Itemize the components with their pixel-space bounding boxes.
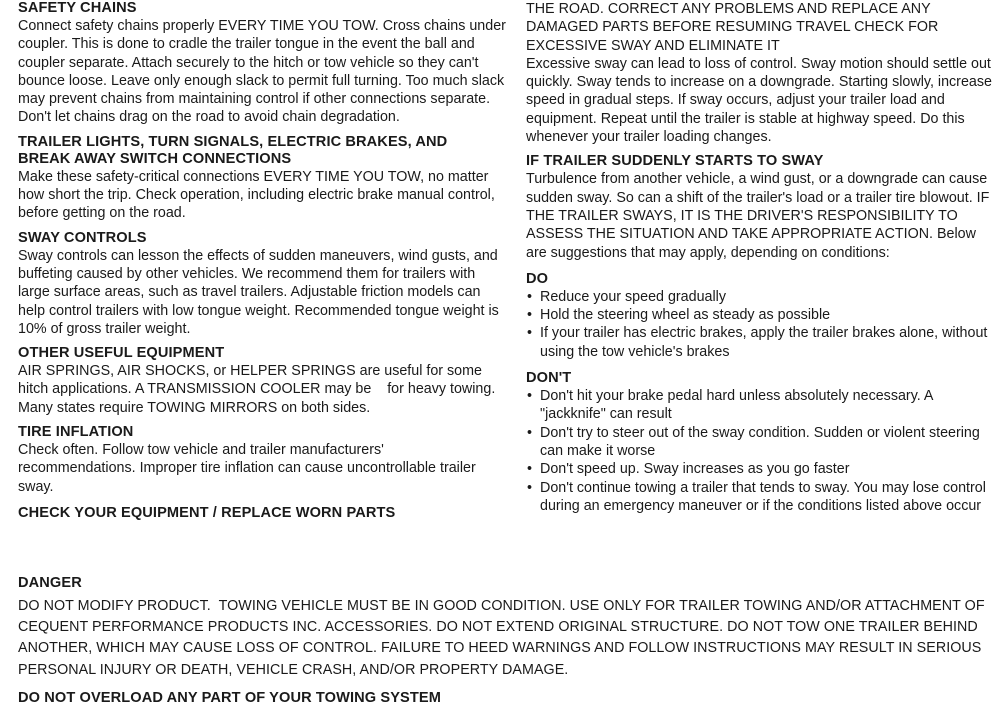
continued-caps: THE ROAD. CORRECT ANY PROBLEMS AND REPLACE ANY DAMAGED PARTS BEFORE RESUMING TRAVEL CHECK FOR EXCESSIVE SWAY AND ELIMINATE IT — [526, 1, 939, 54]
do-heading: DO — [526, 270, 549, 287]
safety-chains-body: Connect safety chains properly EVERY TIME YOU TOW. Cross chains under coupler. This is done to cradle the trailer tongue in the event the ball and coupler separate. Attach securely to the hitch or tow vehicle so they can't bounce loose. Leave only enough slack to permit full turning. Too much slack may prevent chains from maintaining control if other connections separate. Don't let chains drag on the road to avoid chain degradation. — [18, 18, 506, 126]
sway-controls-section — [18, 230, 510, 338]
sudden-sway-body: Turbulence from another vehicle, a wind gust, or a downgrade can cause sudden sway. So can a shift of the trailer's load or a trailer tire blowout. IF THE TRAILER SWAYS, IT IS THE DRIVER'S RESPONSIBILITY TO ASSESS THE SITUATION AND TAKE APPROPRIATE ACTION. Below are suggestions that may apply, depending on conditions: — [526, 171, 990, 261]
dont-section — [526, 370, 994, 515]
overload-heading: DO NOT OVERLOAD ANY PART OF YOUR TOWING SYSTEM — [18, 690, 441, 706]
danger-section — [18, 575, 988, 681]
danger-body: DO NOT MODIFY PRODUCT. TOWING VEHICLE MUST BE IN GOOD CONDITION. USE ONLY FOR TRAILER TOWING AND/OR ATTACHMENT OF CEQUENT PERFORMANCE PRODUCTS INC. ACCESSORIES. DO NOT EXTEND ORIGINAL STRUCTURE. DO NOT TOW ONE TRAILER BEHIND ANOTHER, WHICH MAY CAUSE LOSS OF CONTROL. FAILURE TO HEED WARNINGS AND FOLLOW INSTRUCTIONS MAY RESULT IN SERIOUS PERSONAL INJURY OR DEATH, VEHICLE CRASH, AND/OR PROPERTY DAMAGE. — [18, 598, 989, 678]
safety-chains-section — [18, 0, 510, 127]
right-column — [526, 0, 994, 515]
sudden-sway-heading: IF TRAILER SUDDENLY STARTS TO SWAY — [526, 153, 824, 170]
list-item: • Don't continue towing a trailer that tends to sway. You may lose control during an emergency maneuver or if the conditions listed above occur — [526, 479, 994, 516]
sway-controls-body: Sway controls can lesson the effects of sudden maneuvers, wind gusts, and buffeting caused by other vehicles. We recommend them for trailers with large surface areas, such as travel trailers. Adjustable friction models can help control trailers with low tongue weight. Recommended tongue weight is 10% of gross trailer weight. — [18, 247, 499, 337]
sudden-sway-section — [526, 153, 994, 261]
lights-body: Make these safety-critical connections EVERY TIME YOU TOW, no matter how short the trip. Check operation, including electric brake manual control, before getting on the road. — [18, 168, 495, 222]
lights-section — [18, 134, 510, 223]
tire-inflation-section — [18, 424, 510, 496]
safety-chains-heading: SAFETY CHAINS — [18, 0, 137, 16]
list-item: • Reduce your speed gradually — [526, 288, 994, 306]
tire-inflation-body: Check often. Follow tow vehicle and trailer manufacturers' recommendations. Improper tire inflation can cause uncontrollable trailer sway. — [18, 442, 476, 495]
check-equipment-heading: CHECK YOUR EQUIPMENT / REPLACE WORN PARTS — [18, 504, 396, 521]
continued-section — [526, 0, 994, 146]
continued-body: Excessive sway can lead to loss of control. Sway motion should settle out quickly. Sway tends to increase on a downgrade. Starting slowly, increase speed in gradual steps. If sway occurs, adjust your trailer load and equipment. Repeat until the trailer is stable at highway speed. Do this whenever your trailer loading changes. — [526, 55, 992, 146]
list-item: • Don't try to steer out of the sway condition. Sudden or violent steering can make it worse — [526, 424, 994, 461]
dont-list — [526, 387, 994, 515]
other-equipment-body: AIR SPRINGS, AIR SHOCKS, or HELPER SPRINGS are useful for some hitch applications. A TRANSMISSION COOLER may be for heavy towing. Many states require TOWING MIRRORS on both sides. — [18, 363, 500, 416]
do-section — [526, 271, 994, 361]
other-equipment-heading: OTHER USEFUL EQUIPMENT — [18, 345, 225, 362]
list-item: • If your trailer has electric brakes, apply the trailer brakes alone, without using the tow vehicle's brakes — [526, 324, 994, 361]
overload-section — [18, 690, 441, 707]
check-equipment-section — [18, 505, 510, 522]
dont-heading: DON'T — [526, 370, 572, 387]
other-equipment-section — [18, 345, 510, 417]
tire-inflation-heading: TIRE INFLATION — [18, 424, 134, 441]
left-column — [18, 0, 510, 522]
lights-heading: TRAILER LIGHTS, TURN SIGNALS, ELECTRIC BRAKES, AND BREAK AWAY SWITCH CONNECTIONS — [18, 133, 448, 167]
danger-heading: DANGER — [18, 575, 82, 591]
list-item: • Don't speed up. Sway increases as you go faster — [526, 460, 994, 478]
do-list — [526, 288, 994, 361]
sway-controls-heading: SWAY CONTROLS — [18, 229, 147, 246]
list-item: • Don't hit your brake pedal hard unless absolutely necessary. A "jackknife" can result — [526, 387, 994, 424]
list-item: • Hold the steering wheel as steady as possible — [526, 306, 994, 324]
